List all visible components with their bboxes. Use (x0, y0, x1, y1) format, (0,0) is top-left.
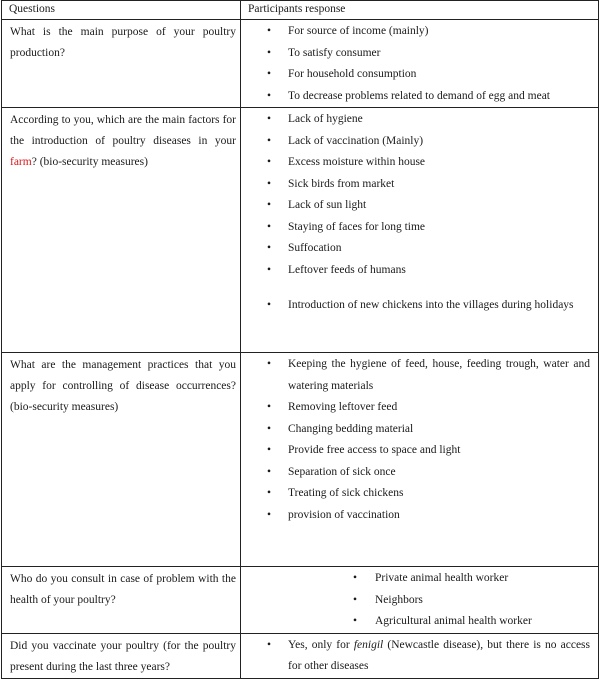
response-list (241, 568, 598, 633)
list-item: • Provide free access to space and light (241, 440, 598, 462)
list-item: • To satisfy consumer (241, 43, 598, 65)
list-item: • Agricultural animal health worker (241, 611, 598, 633)
list-item: • Separation of sick once (241, 462, 598, 484)
response-list (241, 109, 598, 317)
list-item: • Removing leftover feed (241, 397, 598, 419)
list-item: • Yes, only for fenigil (Newcastle disease), but there is no access for other diseases (241, 635, 598, 678)
response-cell (241, 108, 599, 353)
list-item: • Leftover feeds of humans (241, 260, 598, 282)
list-item: • Neighbors (241, 590, 598, 612)
table-header-row (2, 1, 599, 20)
question-cell: Who do you consult in case of problem with the health of your poultry? (2, 567, 241, 634)
responses-header: Participants response (241, 1, 599, 20)
list-item: • Lack of vaccination (Mainly) (241, 131, 598, 153)
list-item: • To decrease problems related to demand of egg and meat (241, 86, 598, 108)
list-item: • Lack of hygiene (241, 109, 598, 131)
response-list (241, 635, 598, 678)
response-list (241, 21, 598, 107)
question-cell: What are the management practices that you apply for controlling of disease occurrences? (bio-security measures) (2, 353, 241, 567)
highlighted-word: farm (10, 156, 32, 168)
vaccine-name: fenigil (353, 638, 384, 651)
survey-table (1, 0, 599, 679)
list-item: • provision of vaccination (241, 505, 598, 527)
response-cell (241, 567, 599, 634)
questions-header: Questions (2, 1, 241, 20)
list-item: • Private animal health worker (241, 568, 598, 590)
table-row (2, 108, 599, 353)
response-list (241, 354, 598, 526)
list-item: • Treating of sick chickens (241, 483, 598, 505)
list-item: • Sick birds from market (241, 174, 598, 196)
list-item: • Introduction of new chickens into the villages during holidays (241, 295, 598, 317)
table-row (2, 353, 599, 567)
list-item: • Lack of sun light (241, 195, 598, 217)
table-row (2, 20, 599, 108)
list-item: • Changing bedding material (241, 419, 598, 441)
list-item: • For household consumption (241, 64, 598, 86)
question-cell: According to you, which are the main factors for the introduction of poultry diseases in your farm? (bio-security measures) (2, 108, 241, 353)
list-item: • For source of income (mainly) (241, 21, 598, 43)
list-item: • Keeping the hygiene of feed, house, feeding trough, water and watering materials (241, 354, 598, 397)
response-cell (241, 20, 599, 108)
table-row (2, 633, 599, 678)
list-item: • Excess moisture within house (241, 152, 598, 174)
question-cell: Did you vaccinate your poultry (for the poultry present during the last three years? (2, 633, 241, 678)
list-item: • Suffocation (241, 238, 598, 260)
table-row (2, 567, 599, 634)
response-cell (241, 353, 599, 567)
response-cell (241, 633, 599, 678)
list-item: • Staying of faces for long time (241, 217, 598, 239)
question-cell: What is the main purpose of your poultry production? (2, 20, 241, 108)
